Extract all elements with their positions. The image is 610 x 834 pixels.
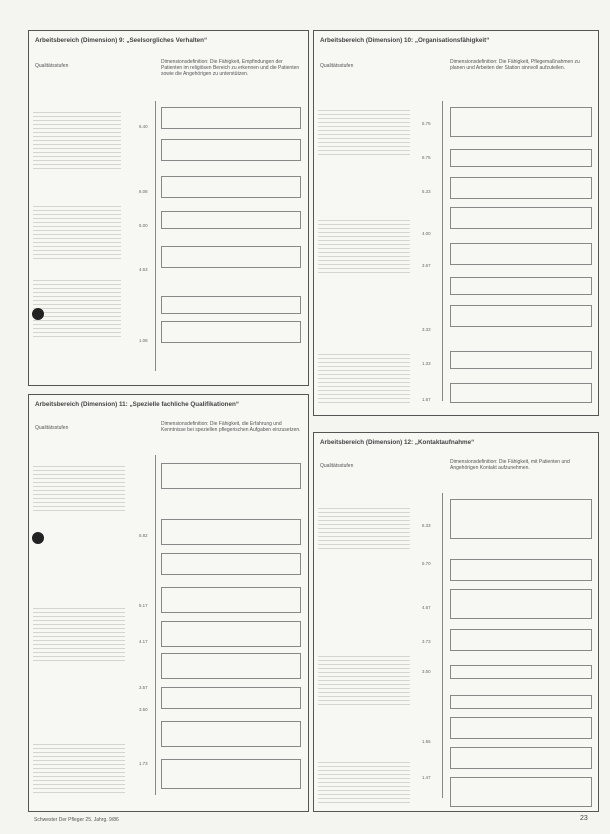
anchor-item [450,149,592,167]
anchor-item [161,621,301,647]
anchor-item [450,305,592,327]
anchor-item [161,107,301,129]
scale-number: 3.73 [422,639,431,644]
anchor-item [161,139,301,161]
anchor-item [450,747,592,769]
anchor-text-block [33,203,121,261]
anchor-item [450,589,592,619]
anchor-text-block [33,463,125,511]
scale-line [155,101,156,371]
col-header-right: Dimensionsdefinition: Die Fähigkeit, die Erfahrung und Kenntnisse bei speziellen pflegerischen Aufgaben einzusetzen. [161,421,301,433]
scale-number: 1.67 [422,397,431,402]
anchor-item [450,777,592,807]
section-title: Arbeitsbereich (Dimension) 9: „Seelsorgliches Verhalten“ [35,37,208,44]
scale-number: 1.47 [422,775,431,780]
anchor-item [161,721,301,747]
scale-number: 5.00 [139,223,148,228]
anchor-text-block [33,741,125,795]
scale-number: 3.50 [139,707,148,712]
section-10-panel [313,30,599,416]
scale-number: 5.82 [139,533,148,538]
scale-number: 3.33 [422,327,431,332]
scale-number: 3.57 [139,685,148,690]
anchor-item [161,246,301,268]
anchor-item [161,296,301,314]
anchor-item [161,759,301,789]
scale-number: 4.17 [139,639,148,644]
anchor-item [450,383,592,403]
anchor-text-block [318,351,410,405]
anchor-item [161,321,301,343]
anchor-item [450,559,592,581]
scale-number: 1.55 [422,739,431,744]
scale-number: 6.40 [139,124,148,129]
scale-number: 1.08 [139,338,148,343]
scale-number: 5.70 [422,561,431,566]
anchor-item [161,176,301,198]
col-header-left: Qualitätsstufen [35,63,69,69]
anchor-item [450,207,592,229]
scale-line [442,493,443,798]
anchor-item [161,553,301,575]
anchor-item [450,177,592,199]
anchor-text-block [33,109,121,169]
scale-number: 5.75 [422,121,431,126]
anchor-item [450,717,592,739]
section-9-panel [28,30,309,386]
anchor-item [161,687,301,709]
anchor-item [450,351,592,369]
anchor-text-block [318,759,410,803]
section-12-panel [313,432,599,812]
col-header-right: Dimensionsdefinition: Die Fähigkeit, mit Patienten und Angehörigen Kontakt aufzunehmen. [450,459,570,471]
scale-number: 1.73 [139,761,148,766]
anchor-text-block [33,277,121,339]
anchor-item [161,653,301,679]
scale-number: 3.50 [422,669,431,674]
anchor-item [161,211,301,229]
anchor-item [450,665,592,679]
section-11-panel [28,394,309,812]
anchor-item [450,243,592,265]
col-header-left: Qualitätsstufen [320,63,354,69]
col-header-right: Dimensionsdefinition: Die Fähigkeit, Empfindungen der Patienten im religiösen Bereich zu erkennen und die Patienten sowie die Angehörigen zu unterstützen. [161,59,300,77]
scale-line [155,455,156,795]
punch-hole-icon [32,532,44,544]
anchor-text-block [33,605,125,663]
col-header-left: Qualitätsstufen [320,463,354,469]
footer-source: Schwester Der Pfleger 25. Jahrg. 9/86 [34,817,119,823]
scale-number: 1.33 [422,361,431,366]
scale-number: 4.67 [422,605,431,610]
scale-number: 4.63 [139,267,148,272]
anchor-text-block [318,217,410,275]
scale-number: 6.33 [422,523,431,528]
scale-number: 5.33 [422,189,431,194]
anchor-item [450,107,592,137]
scale-number: 3.67 [422,263,431,268]
anchor-item [450,277,592,295]
scale-number: 6.75 [422,155,431,160]
scale-number: 4.00 [422,231,431,236]
scale-number: 6.08 [139,189,148,194]
page-number: 23 [580,815,588,822]
anchor-item [450,499,592,539]
scale-number: 5.17 [139,603,148,608]
col-header-right: Dimensionsdefinition: Die Fähigkeit, Pflegemaßnahmen zu planen und Arbeiten der Station sinnvoll aufzuteilen. [450,59,580,71]
section-title: Arbeitsbereich (Dimension) 11: „Spezielle fachliche Qualifikationen“ [35,401,240,408]
anchor-item [450,629,592,651]
anchor-item [450,695,592,709]
punch-hole-icon [32,308,44,320]
anchor-text-block [318,107,410,155]
section-title: Arbeitsbereich (Dimension) 10: „Organisationsfähigkeit“ [320,37,490,44]
scale-line [442,101,443,401]
anchor-item [161,587,301,613]
anchor-text-block [318,505,410,549]
anchor-item [161,519,301,545]
anchor-text-block [318,653,410,707]
col-header-left: Qualitätsstufen [35,425,69,431]
section-title: Arbeitsbereich (Dimension) 12: „Kontaktaufnahme“ [320,439,475,446]
anchor-item [161,463,301,489]
